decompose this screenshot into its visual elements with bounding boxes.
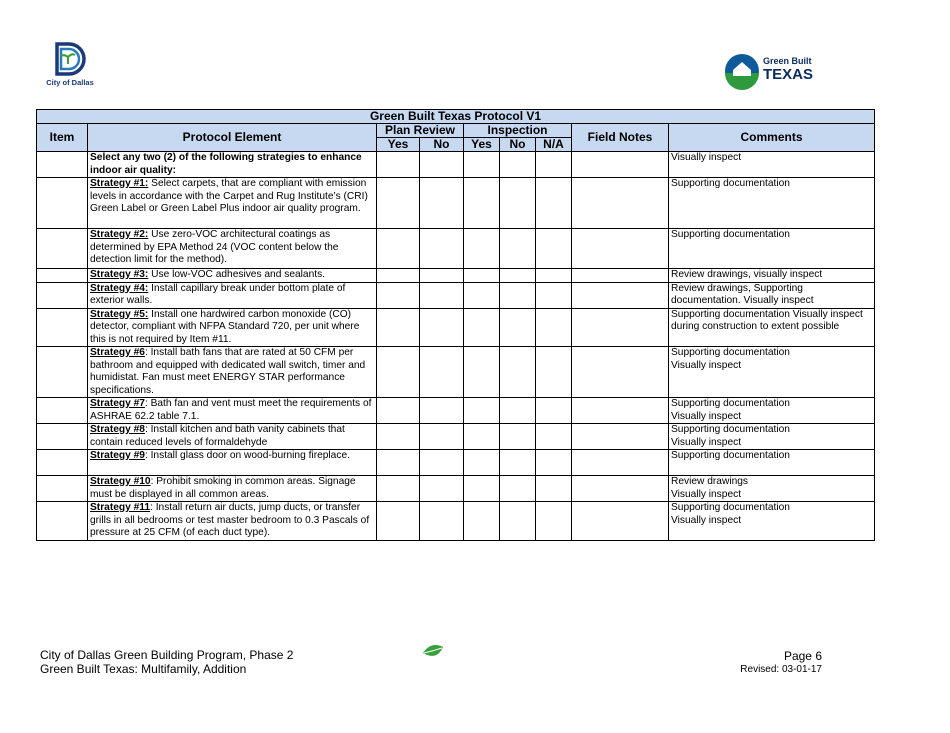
insp-no-cell[interactable] (500, 152, 536, 178)
insp-no-cell[interactable] (500, 502, 536, 541)
insp-yes-cell[interactable] (464, 269, 500, 283)
item-cell (37, 476, 88, 502)
plan-no-cell[interactable] (420, 502, 464, 541)
field-notes-cell[interactable] (572, 398, 669, 424)
insp-no-cell[interactable] (500, 282, 536, 308)
strategy-label: Strategy #7 (90, 398, 145, 409)
field-notes-cell[interactable] (572, 282, 669, 308)
insp-no-cell[interactable] (500, 424, 536, 450)
plan-no-cell[interactable] (420, 229, 464, 269)
header-comments: Comments (669, 124, 875, 152)
table-row (37, 424, 875, 450)
leaf-icon (421, 643, 445, 663)
table-row (37, 502, 875, 541)
insp-no-cell[interactable] (500, 229, 536, 269)
plan-yes-cell[interactable] (377, 476, 420, 502)
insp-no-cell[interactable] (500, 269, 536, 283)
comment-cell: Review drawings Visually inspect (669, 476, 875, 502)
protocol-table (36, 109, 875, 541)
strategy-description: : Prohibit smoking in common areas. Signage must be displayed in all common areas. (90, 476, 356, 500)
insp-no-cell[interactable] (500, 450, 536, 476)
item-cell (37, 269, 88, 283)
insp-yes-cell[interactable] (464, 229, 500, 269)
strategy-text (88, 178, 377, 229)
strategy-text (88, 229, 377, 269)
green-built-house-icon (723, 52, 761, 90)
footer-left (40, 648, 293, 676)
strategy-description: Use zero-VOC architectural coatings as determined by EPA Method 24 (VOC content below the detection limit for the method). (90, 229, 339, 265)
strategy-label: Strategy #4: (90, 282, 149, 294)
item-cell (37, 229, 88, 269)
insp-no-cell[interactable] (500, 476, 536, 502)
strategy-description: : Install return air ducts, jump ducts, or transfer grills in all bedrooms or test master bedroom to 0.3 Pascals of pressure at 25 CFM (of each duct type). (90, 502, 370, 538)
insp-yes-cell[interactable] (464, 424, 500, 450)
strategy-description: Use low-VOC adhesives and sealants. (148, 269, 325, 280)
table-row (37, 347, 875, 398)
table-row (37, 308, 875, 347)
strategy-description: : Install glass door on wood-burning fireplace. (144, 450, 350, 461)
plan-no-cell[interactable] (420, 450, 464, 476)
comment-cell: Review drawings, visually inspect (669, 269, 875, 283)
plan-no-cell[interactable] (420, 398, 464, 424)
comment-cell: Supporting documentation (669, 178, 875, 229)
header-plan-review: Plan Review (377, 124, 464, 138)
header-plan-yes: Yes (377, 138, 420, 152)
plan-yes-cell[interactable] (377, 347, 420, 398)
gbt-big-text: TEXAS (763, 66, 814, 83)
insp-na-cell[interactable] (536, 308, 572, 347)
field-notes-cell[interactable] (572, 229, 669, 269)
strategy-description: Install capillary break under bottom plate of exterior walls. (90, 282, 346, 306)
revised-date: Revised: 03-01-17 (740, 664, 822, 675)
field-notes-cell[interactable] (572, 269, 669, 283)
strategy-description: : Install kitchen and bath vanity cabinets that contain reduced levels of formaldehyde (90, 424, 345, 448)
table-row (37, 269, 875, 283)
field-notes-cell[interactable] (572, 424, 669, 450)
plan-no-cell[interactable] (420, 347, 464, 398)
insp-na-cell[interactable] (536, 398, 572, 424)
insp-na-cell[interactable] (536, 347, 572, 398)
field-notes-cell[interactable] (572, 178, 669, 229)
insp-na-cell[interactable] (536, 229, 572, 269)
strategy-label: Strategy #10 (90, 476, 151, 487)
strategy-label: Strategy #11 (90, 502, 151, 513)
insp-yes-cell[interactable] (464, 282, 500, 308)
header-plan-no: No (420, 138, 464, 152)
header-item: Item (37, 124, 88, 152)
city-of-dallas-logo (40, 40, 100, 90)
header-field-notes: Field Notes (572, 124, 669, 152)
insp-na-cell[interactable] (536, 282, 572, 308)
insp-yes-cell[interactable] (464, 476, 500, 502)
plan-yes-cell[interactable] (377, 398, 420, 424)
strategy-text (88, 502, 377, 541)
strategy-label: Strategy #1: (90, 178, 149, 189)
insp-no-cell[interactable] (500, 347, 536, 398)
item-cell (37, 308, 88, 347)
field-notes-cell[interactable] (572, 308, 669, 347)
comment-cell: Visually inspect (669, 152, 875, 178)
field-notes-cell[interactable] (572, 152, 669, 178)
page-number: Page 6 (783, 649, 822, 663)
strategy-description: Install one hardwired carbon monoxide (CO) detector, compliant with NFPA Standard 720, per unit where this is not required by Item #11. (90, 308, 360, 345)
strategy-label: Strategy #5: (90, 308, 149, 320)
comment-cell: Supporting documentation Visually inspect (669, 502, 875, 541)
table-row (37, 229, 875, 269)
item-cell (37, 347, 88, 398)
dallas-d-icon (40, 40, 100, 78)
plan-yes-cell[interactable] (377, 152, 420, 178)
insp-yes-cell[interactable] (464, 308, 500, 347)
strategy-label: Strategy #6 (90, 347, 145, 358)
comment-cell: Supporting documentation Visually inspect (669, 424, 875, 450)
insp-yes-cell[interactable] (464, 152, 500, 178)
plan-yes-cell[interactable] (377, 229, 420, 269)
table-title: Green Built Texas Protocol V1 (37, 110, 875, 124)
insp-yes-cell[interactable] (464, 178, 500, 229)
insp-na-cell[interactable] (536, 450, 572, 476)
insp-no-cell[interactable] (500, 178, 536, 229)
strategy-text (88, 476, 377, 502)
strategy-label: Strategy #9 (90, 450, 145, 461)
insp-na-cell[interactable] (536, 476, 572, 502)
item-cell (37, 424, 88, 450)
strategy-text (88, 269, 377, 283)
header-inspection: Inspection (464, 124, 572, 138)
insp-na-cell[interactable] (536, 178, 572, 229)
insp-no-cell[interactable] (500, 308, 536, 347)
strategy-label: Strategy #2: (90, 229, 149, 240)
plan-no-cell[interactable] (420, 308, 464, 347)
insp-yes-cell[interactable] (464, 502, 500, 541)
green-built-texas-logo (723, 52, 823, 90)
item-cell (37, 450, 88, 476)
item-cell (37, 398, 88, 424)
header-insp-na: N/A (536, 138, 572, 152)
strategy-text (88, 450, 377, 476)
strategy-description: : Bath fan and vent must meet the requirements of ASHRAE 62.2 table 7.1. (90, 398, 372, 422)
insp-yes-cell[interactable] (464, 347, 500, 398)
header-insp-yes: Yes (464, 138, 500, 152)
item-cell (37, 502, 88, 541)
footer-right (740, 649, 822, 677)
field-notes-cell[interactable] (572, 450, 669, 476)
header-insp-no: No (500, 138, 536, 152)
insp-yes-cell[interactable] (464, 450, 500, 476)
strategy-text (88, 282, 377, 308)
comment-cell: Supporting documentation Visually inspect (669, 347, 875, 398)
plan-no-cell[interactable] (420, 269, 464, 283)
insp-yes-cell[interactable] (464, 398, 500, 424)
item-cell (37, 282, 88, 308)
field-notes-cell[interactable] (572, 347, 669, 398)
dallas-logo-text: City of Dallas (46, 78, 94, 87)
strategy-label: Strategy #8 (90, 424, 145, 435)
comment-cell: Supporting documentation (669, 229, 875, 269)
plan-no-cell[interactable] (420, 424, 464, 450)
strategy-label: Strategy #3: (90, 269, 149, 280)
comment-cell: Supporting documentation Visually inspect during construction to extent possible (669, 308, 875, 347)
table-row (37, 450, 875, 476)
field-notes-cell[interactable] (572, 502, 669, 541)
plan-no-cell[interactable] (420, 178, 464, 229)
insp-na-cell[interactable] (536, 502, 572, 541)
table-row (37, 178, 875, 229)
table-row (37, 152, 875, 178)
item-cell (37, 178, 88, 229)
field-notes-cell[interactable] (572, 476, 669, 502)
table-row (37, 398, 875, 424)
plan-yes-cell[interactable] (377, 282, 420, 308)
table-row (37, 282, 875, 308)
intro-text: Select any two (2) of the following strategies to enhance indoor air quality: (88, 152, 377, 178)
plan-no-cell[interactable] (420, 282, 464, 308)
header-protocol-element: Protocol Element (88, 124, 377, 152)
strategy-text (88, 308, 377, 347)
comment-cell: Supporting documentation Visually inspect (669, 398, 875, 424)
insp-na-cell[interactable] (536, 424, 572, 450)
plan-yes-cell[interactable] (377, 308, 420, 347)
strategy-description: : Install bath fans that are rated at 50 CFM per bathroom and equipped with dedicated wall switch, timer and humidistat. Fan must meet ENERGY STAR performance specifications. (90, 347, 366, 396)
plan-no-cell[interactable] (420, 476, 464, 502)
strategy-text (88, 398, 377, 424)
footer-program-title: City of Dallas Green Building Program, Phase 2 (40, 648, 294, 662)
table-row (37, 476, 875, 502)
plan-no-cell[interactable] (420, 152, 464, 178)
comment-cell: Review drawings, Supporting documentation. Visually inspect (669, 282, 875, 308)
plan-yes-cell[interactable] (377, 269, 420, 283)
plan-yes-cell[interactable] (377, 502, 420, 541)
plan-yes-cell[interactable] (377, 450, 420, 476)
strategy-description: Select carpets, that are compliant with emission levels in accordance with the Carpet and Rug Institute’s (CRI) Green Label or Green Label Plus indoor air quality program. (90, 178, 368, 214)
insp-na-cell[interactable] (536, 269, 572, 283)
item-cell (37, 152, 88, 178)
insp-na-cell[interactable] (536, 152, 572, 178)
plan-yes-cell[interactable] (377, 178, 420, 229)
insp-no-cell[interactable] (500, 398, 536, 424)
plan-yes-cell[interactable] (377, 424, 420, 450)
strategy-text (88, 347, 377, 398)
strategy-text (88, 424, 377, 450)
comment-cell: Supporting documentation (669, 450, 875, 476)
footer-subtitle: Green Built Texas: Multifamily, Addition (40, 662, 247, 676)
gbt-small-text: Green Built (763, 56, 812, 66)
